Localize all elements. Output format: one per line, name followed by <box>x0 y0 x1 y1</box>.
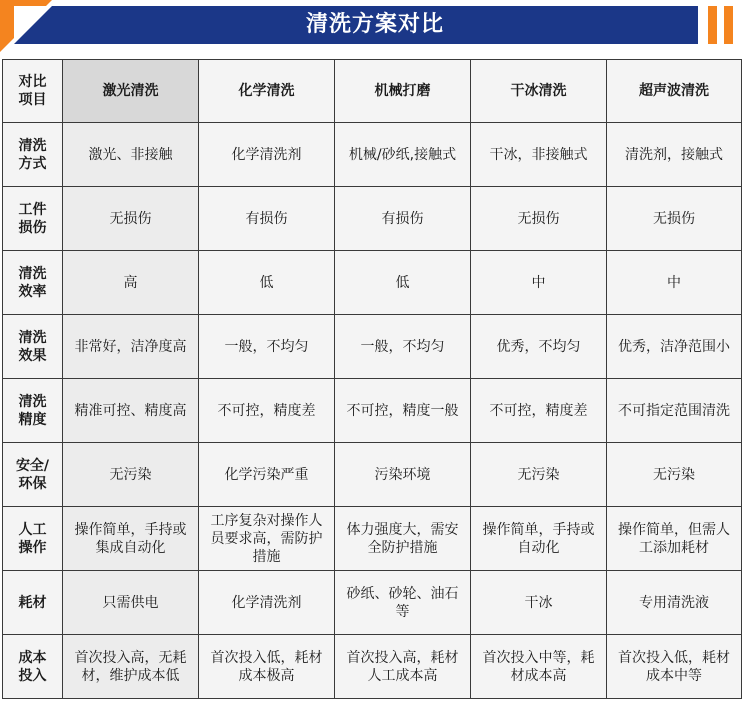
table-cell: 低 <box>335 251 471 315</box>
table-cell: 不可指定范围清洗 <box>607 379 742 443</box>
table-cell: 优秀，洁净范围小 <box>607 315 742 379</box>
column-header-mechanical: 机械打磨 <box>335 60 471 123</box>
table-cell <box>335 635 471 699</box>
table-cell: 干冰 <box>471 571 607 635</box>
table-row <box>3 123 742 187</box>
table-cell: 无污染 <box>63 443 199 507</box>
table-row <box>3 315 742 379</box>
table-cell: 一般，不均匀 <box>335 315 471 379</box>
table-cell <box>335 507 471 571</box>
table-cell <box>471 507 607 571</box>
row-label <box>3 379 63 443</box>
row-label-text: 清洗 方式 <box>18 137 47 172</box>
table-cell: 只需供电 <box>63 571 199 635</box>
banner-accent-bar-2 <box>724 6 733 44</box>
table-row <box>3 187 742 251</box>
table-cell: 无损伤 <box>607 187 742 251</box>
table-cell-text: 操作简单，手持或 集成自动化 <box>74 521 187 556</box>
table-cell <box>471 635 607 699</box>
row-label-text: 安全/ 环保 <box>15 457 50 492</box>
table-row <box>3 507 742 571</box>
table-cell: 非常好，洁净度高 <box>63 315 199 379</box>
title-banner <box>0 0 743 52</box>
table-cell: 高 <box>63 251 199 315</box>
column-header-chemical: 化学清洗 <box>199 60 335 123</box>
table-cell: 机械/砂纸,接触式 <box>335 123 471 187</box>
table-cell <box>607 507 742 571</box>
row-label <box>3 315 63 379</box>
row-label-text: 人工 操作 <box>18 521 47 556</box>
row-label <box>3 123 63 187</box>
table-cell: 专用清洗液 <box>607 571 742 635</box>
table-cell: 优秀，不均匀 <box>471 315 607 379</box>
row-label <box>3 507 63 571</box>
banner-accent-bar-1 <box>708 6 717 44</box>
table-cell: 干冰，非接触式 <box>471 123 607 187</box>
table-cell: 清洗剂，接触式 <box>607 123 742 187</box>
table-cell-text: 首次投入中等，耗 材成本高 <box>482 649 595 684</box>
table-cell: 不可控，精度差 <box>471 379 607 443</box>
table-cell: 低 <box>199 251 335 315</box>
row-label <box>3 571 63 635</box>
table-cell-text: 首次投入高，耗材 人工成本高 <box>346 649 459 684</box>
table-cell-text: 体力强度大，需安 全防护措施 <box>346 521 459 556</box>
table-cell <box>607 635 742 699</box>
table-cell: 无损伤 <box>471 187 607 251</box>
table-cell: 无损伤 <box>63 187 199 251</box>
table-cell-text: 操作简单，手持或 自动化 <box>482 521 595 556</box>
row-label <box>3 251 63 315</box>
table-cell: 化学污染严重 <box>199 443 335 507</box>
table-cell-text: 砂纸、砂轮、油石 等 <box>346 585 459 620</box>
table-row <box>3 571 742 635</box>
row-label-text: 耗材 <box>18 594 47 611</box>
column-header-ultrasonic: 超声波清洗 <box>607 60 742 123</box>
row-label-text: 成本 投入 <box>18 649 47 684</box>
column-header-dry-ice: 干冰清洗 <box>471 60 607 123</box>
table-cell <box>199 507 335 571</box>
table-cell: 中 <box>471 251 607 315</box>
table-cell: 无污染 <box>607 443 742 507</box>
row-label-text: 清洗 效率 <box>18 265 47 300</box>
table-header-row <box>3 60 742 123</box>
column-header-laser: 激光清洗 <box>63 60 199 123</box>
comparison-table <box>2 59 742 699</box>
table-row <box>3 251 742 315</box>
row-label <box>3 635 63 699</box>
table-cell: 有损伤 <box>199 187 335 251</box>
table-cell-text: 首次投入高，无耗 材，维护成本低 <box>74 649 187 684</box>
table-row <box>3 443 742 507</box>
table-cell: 有损伤 <box>335 187 471 251</box>
table-cell-text: 首次投入低，耗材 成本极高 <box>210 649 323 684</box>
table-cell-text: 工序复杂对操作人 员要求高，需防护 措施 <box>210 512 323 565</box>
table-cell: 激光、非接触 <box>63 123 199 187</box>
banner-corner-cut <box>14 6 52 44</box>
table-cell: 不可控，精度一般 <box>335 379 471 443</box>
table-row <box>3 379 742 443</box>
table-cell <box>199 635 335 699</box>
corner-label <box>3 60 63 123</box>
table-cell: 不可控，精度差 <box>199 379 335 443</box>
row-label <box>3 443 63 507</box>
table-cell <box>63 507 199 571</box>
table-cell: 精准可控、精度高 <box>63 379 199 443</box>
table-cell: 一般，不均匀 <box>199 315 335 379</box>
row-label <box>3 187 63 251</box>
row-label-text: 清洗 效果 <box>18 329 47 364</box>
corner-label-text: 对比 项目 <box>18 74 47 108</box>
table-cell: 中 <box>607 251 742 315</box>
table-cell: 化学清洗剂 <box>199 571 335 635</box>
table-cell-text: 首次投入低，耗材 成本中等 <box>618 649 730 684</box>
table-cell-text: 操作简单，但需人 工添加耗材 <box>618 521 730 556</box>
table-cell: 化学清洗剂 <box>199 123 335 187</box>
table-row <box>3 635 742 699</box>
table-cell <box>335 571 471 635</box>
page-title: 清洗方案对比 <box>305 12 444 37</box>
row-label-text: 工件 损伤 <box>18 201 47 236</box>
table-cell <box>63 635 199 699</box>
table-cell: 无污染 <box>471 443 607 507</box>
row-label-text: 清洗 精度 <box>18 393 47 428</box>
table-cell: 污染环境 <box>335 443 471 507</box>
